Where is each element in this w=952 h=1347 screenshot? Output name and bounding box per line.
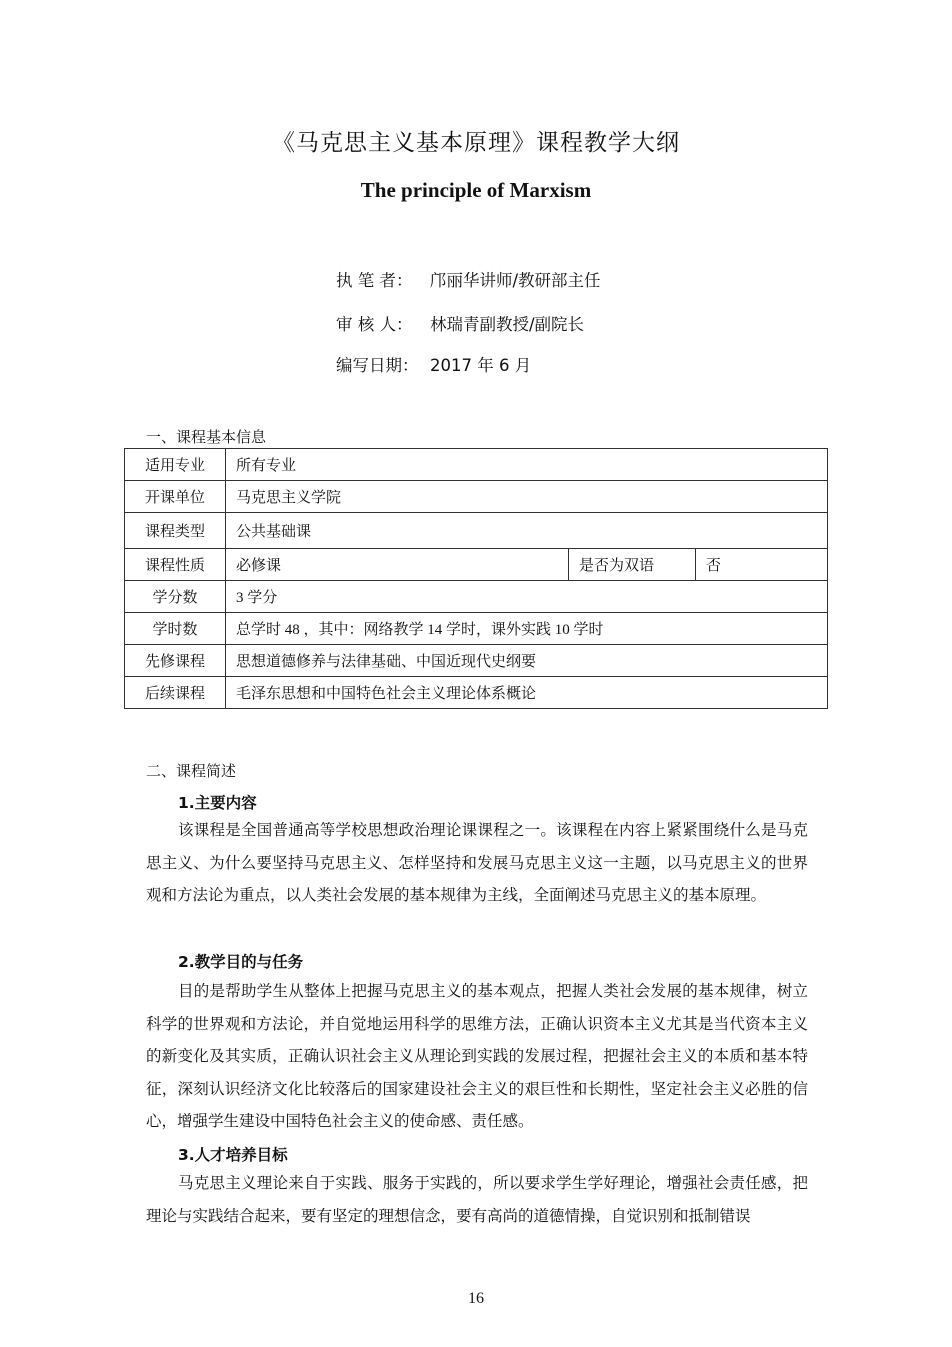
table-row	[125, 513, 828, 549]
table-row	[125, 613, 828, 645]
section1-heading: 一、课程基本信息	[146, 428, 267, 446]
date-label: 编写日期：	[336, 356, 419, 375]
row-value: 思想道德修养与法律基础、中国近现代史纲要	[226, 645, 828, 677]
subsection-title: 3.人才培养目标	[178, 1146, 288, 1164]
page-number: 16	[468, 1290, 484, 1307]
row-value-bilingual: 否	[696, 549, 828, 581]
row-key: 后续课程	[125, 677, 226, 709]
reviewer-value: 林瑞青副教授/副院长	[430, 315, 585, 334]
subsection-title: 1.主要内容	[178, 794, 257, 812]
row-key: 先修课程	[125, 645, 226, 677]
document-title: 《马克思主义基本原理》课程教学大纲	[272, 130, 680, 156]
row-value: 总学时 48 ，其中：网络教学 14 学时，课外实践 10 学时	[226, 613, 828, 645]
table-row	[125, 449, 828, 481]
author-value: 邝丽华讲师/教研部主任	[430, 271, 601, 290]
row-value: 马克思主义学院	[226, 481, 828, 513]
date-value: 2017 年 6 月	[430, 356, 532, 375]
row-value: 所有专业	[226, 449, 828, 481]
paragraph: 该课程是全国普通高等学校思想政治理论课课程之一。该课程在内容上紧紧围绕什么是马克思主义、为什么要坚持马克思主义、怎样坚持和发展马克思主义这一主题，以马克思主义的世界观和方法论为重点，以人类社会发展的基本规律为主线，全面阐述马克思主义的基本原理。	[146, 822, 808, 904]
row-key: 学分数	[125, 581, 226, 613]
row-key: 课程性质	[125, 549, 226, 581]
reviewer-line	[336, 311, 584, 335]
row-value: 毛泽东思想和中国特色社会主义理论体系概论	[226, 677, 828, 709]
row-value: 3 学分	[226, 581, 828, 613]
table-row	[125, 481, 828, 513]
row-key: 学时数	[125, 613, 226, 645]
reviewer-label: 审 核 人：	[336, 315, 413, 334]
document-subtitle: The principle of Marxism	[360, 178, 592, 202]
table-row	[125, 549, 828, 581]
row-value: 必修课	[226, 549, 569, 581]
paragraph: 马克思主义理论来自于实践、服务于实践的，所以要求学生学好理论，增强社会责任感，把理论与实践结合起来，要有坚定的理想信念，要有高尚的道德情操，自觉识别和抵制错误	[146, 1175, 808, 1225]
row-key-bilingual: 是否为双语	[569, 549, 696, 581]
author-label: 执 笔 者：	[336, 271, 413, 290]
date-line	[336, 352, 531, 376]
row-key: 适用专业	[125, 449, 226, 481]
table-row	[125, 677, 828, 709]
paragraph: 目的是帮助学生从整体上把握马克思主义的基本观点，把握人类社会发展的基本规律，树立科学的世界观和方法论，并自觉地运用科学的思维方法，正确认识资本主义尤其是当代资本主义的新变化及其实质，正确认识社会主义从理论到实践的发展过程，把握社会主义的本质和基本特征，深刻认识经济文化比较落后的国家建设社会主义的艰巨性和长期性，坚定社会主义必胜的信心，增强学生建设中国特色社会主义的使命感、责任感。	[146, 983, 808, 1130]
subsection-title: 2.教学目的与任务	[178, 953, 304, 971]
section2-heading: 二、课程简述	[146, 762, 237, 780]
row-key: 课程类型	[125, 513, 226, 549]
course-info-table	[124, 448, 828, 709]
author-line	[336, 267, 601, 291]
row-key: 开课单位	[125, 481, 226, 513]
table-row	[125, 645, 828, 677]
table-row	[125, 581, 828, 613]
row-value: 公共基础课	[226, 513, 828, 549]
